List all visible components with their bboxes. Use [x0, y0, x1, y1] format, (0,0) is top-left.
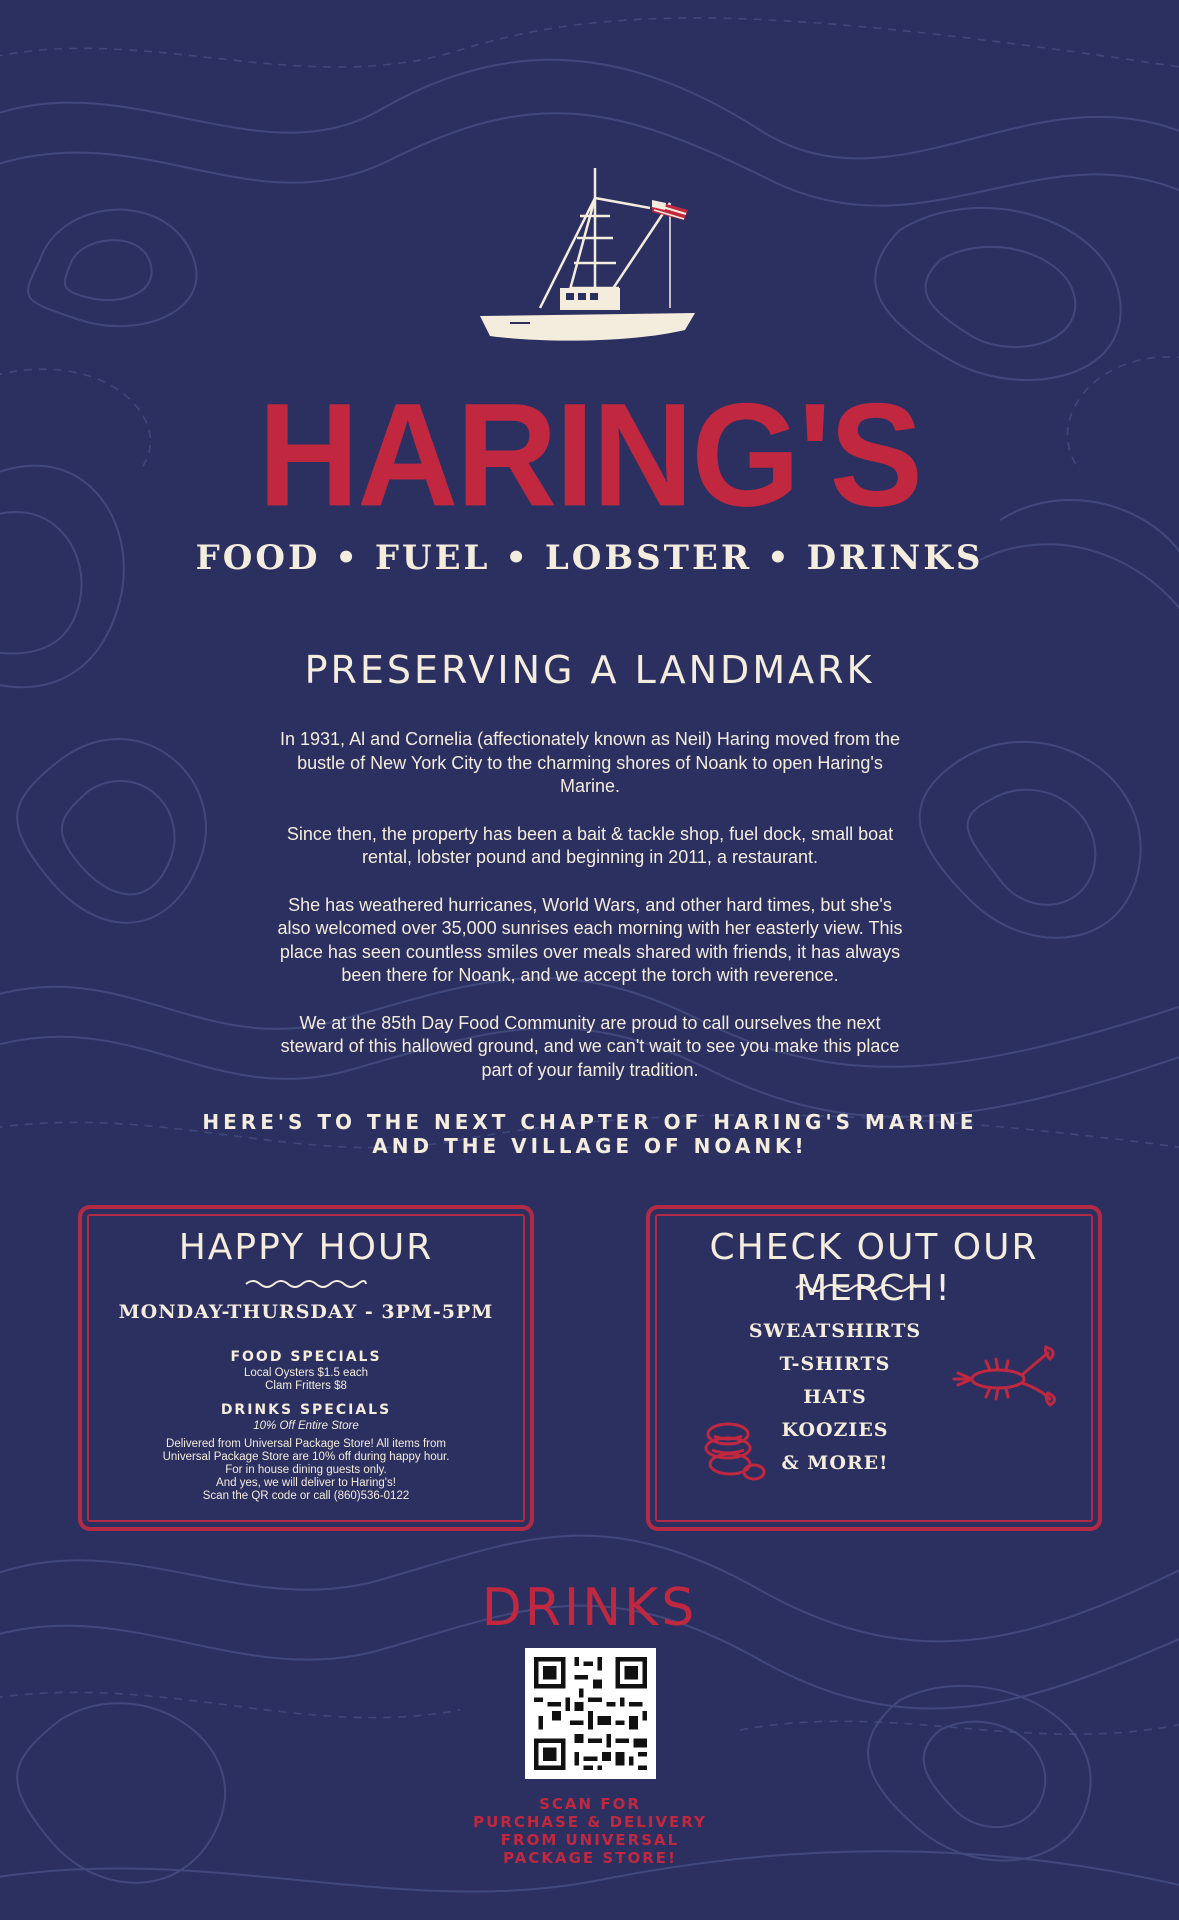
brand-logo: HARING'S	[258, 372, 921, 537]
brand-tagline: FOOD • FUEL • LOBSTER • DRINKS	[195, 538, 984, 578]
fishing-boat-illustration	[480, 158, 700, 363]
wave-divider-icon	[244, 1277, 368, 1291]
food-specials-heading: FOOD SPECIALS	[230, 1349, 382, 1365]
story-body	[270, 728, 910, 1106]
drinks-detail-line: And yes, we will deliver to Haring's!	[216, 1477, 396, 1489]
merch-panel	[646, 1205, 1102, 1531]
scan-instructions	[420, 1795, 760, 1867]
lobster-icon	[950, 1339, 1060, 1409]
story-paragraph: She has weathered hurricanes, World Wars, and other hard times, but she's also welcomed over 35,000 sunrises each morning with her easterly view. This place has seen countless smiles over meals shared with friends, it has always been there for Noank, and we accept the torch with reverence.	[277, 894, 903, 985]
scan-line: PURCHASE & DELIVERY	[473, 1813, 707, 1831]
scan-line: SCAN FOR	[539, 1795, 641, 1813]
merch-item: KOOZIES	[781, 1419, 889, 1441]
closing-line-2: AND THE VILLAGE OF NOANK!	[372, 1134, 808, 1158]
story-paragraph: We at the 85th Day Food Community are proud to call ourselves the next steward of this hallowed ground, and we can't wait to see you make this place part of your family tradition.	[280, 1012, 900, 1080]
scan-line: PACKAGE STORE!	[503, 1849, 677, 1867]
drinks-detail-line: Universal Package Store are 10% off during happy hour.	[162, 1451, 450, 1463]
merch-item: T-SHIRTS	[779, 1353, 891, 1375]
merch-title: CHECK OUT OUR MERCH!	[709, 1227, 1039, 1309]
happy-hour-title: HAPPY HOUR	[178, 1227, 434, 1268]
closing-statement	[180, 1110, 1000, 1158]
happy-hour-days: MONDAY-THURSDAY - 3PM-5PM	[118, 1301, 494, 1323]
food-special-item: Clam Fritters $8	[265, 1380, 347, 1392]
scan-line: FROM UNIVERSAL	[500, 1831, 680, 1849]
wave-divider-icon	[794, 1281, 918, 1295]
drinks-detail-line: Delivered from Universal Package Store! All items from	[166, 1438, 446, 1450]
merch-item: SWEATSHIRTS	[748, 1320, 922, 1342]
drinks-specials-heading: DRINKS SPECIALS	[220, 1402, 392, 1418]
food-special-item: Local Oysters $1.5 each	[243, 1367, 368, 1379]
story-paragraph: Since then, the property has been a bait & tackle shop, fuel dock, small boat rental, lobster pound and beginning in 2011, a restaurant.	[286, 823, 894, 867]
drinks-detail-line: For in house dining guests only.	[225, 1464, 387, 1476]
story-title: PRESERVING A LANDMARK	[304, 648, 875, 692]
happy-hour-panel	[78, 1205, 534, 1531]
drinks-detail-line: Scan the QR code or call (860)536-0122	[202, 1490, 410, 1502]
merch-item: HATS	[803, 1386, 867, 1408]
story-paragraph: In 1931, Al and Cornelia (affectionately known as Neil) Haring moved from the bustle of New York City to the charming shores of Noank to open Haring's Marine.	[280, 729, 900, 796]
qr-code[interactable]	[525, 1648, 656, 1779]
drinks-title: DRINKS	[481, 1578, 698, 1638]
drinks-special-offer: 10% Off Entire Store	[253, 1420, 359, 1432]
oyster-icon	[700, 1414, 770, 1484]
merch-item: & MORE!	[781, 1452, 889, 1474]
closing-line-1: HERE'S TO THE NEXT CHAPTER OF HARING'S MARINE	[202, 1110, 978, 1134]
